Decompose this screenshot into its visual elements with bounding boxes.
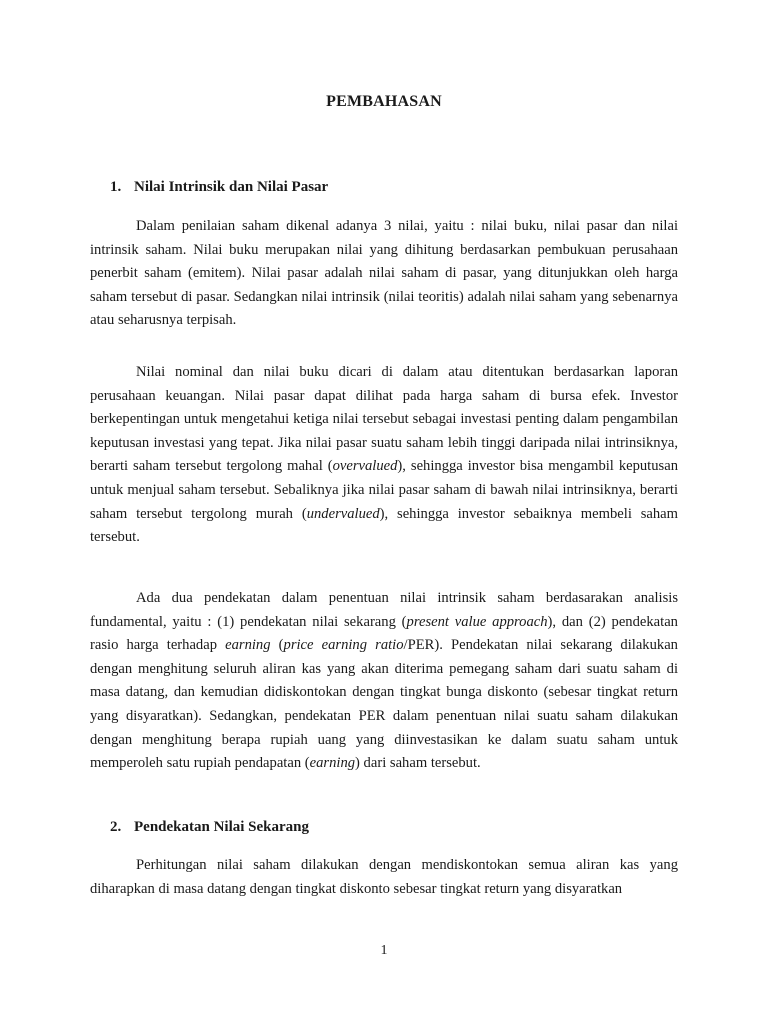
section-1-paragraph-3 <box>90 587 678 776</box>
paragraph-text: ) dari saham tersebut. <box>355 755 481 772</box>
paragraph-text: /PER). Pendekatan nilai sekarang dilakukan dengan menghitung seluruh aliran kas yang akan diterima pemegang saham dari suatu saham di masa datang, dan kemudian didiskontokan dengan tingkat bunga diskonto (sebesar tingkat return yang disyaratkan). Sedangkan, pendekatan PER dalam penentuan nilai suatu saham dilakukan dengan menghitung berapa rupiah uang yang diinvestasikan ke dalam suatu saham untuk memperoleh satu rupiah pendapatan ( <box>90 637 678 772</box>
section-2-heading <box>110 819 309 836</box>
italic-term: overvalued <box>332 458 398 475</box>
paragraph-text: ( <box>270 637 284 654</box>
paragraph-text: Nilai nominal dan nilai buku dicari di dalam atau ditentukan berdasarkan laporan perusahaan keuangan. Nilai pasar dapat dilihat pada harga saham di bursa efek. Investor berkepentingan untuk mengetahui ketiga nilai tersebut sebagai investasi penting dalam pengambilan keputusan investasi yang tepat. Jika nilai pasar suatu saham lebih tinggi daripada nilai intrinsiknya, berarti saham tersebut tergolong mahal ( <box>90 364 678 475</box>
italic-term: undervalued <box>306 505 380 522</box>
section-1-number: 1. <box>110 179 122 195</box>
section-1-paragraph-1 <box>90 215 678 333</box>
paragraph-text: Perhitungan nilai saham dilakukan dengan mendiskontokan semua aliran kas yang diharapkan di masa datang dengan tingkat diskonto sebesar tingkat return yang disyaratkan <box>90 857 678 897</box>
italic-term: price earning ratio <box>283 637 404 654</box>
section-1-paragraph-2 <box>90 361 678 550</box>
section-2-title: Pendekatan Nilai Sekarang <box>134 819 310 835</box>
section-1-title: Nilai Intrinsik dan Nilai Pasar <box>134 179 329 195</box>
italic-term: earning <box>309 755 356 772</box>
paragraph-text: ), dan (2) pendekatan rasio harga terhadap <box>90 613 678 654</box>
italic-term: present value approach <box>406 613 548 630</box>
paragraph-text: Dalam penilaian saham dikenal adanya 3 nilai, yaitu : nilai buku, nilai pasar dan nilai intrinsik saham. Nilai buku merupakan nilai yang dihitung berdasarkan pembukuan perusahaan penerbit saham (emitem). Nilai pasar adalah nilai saham di pasar, yang ditunjukkan oleh harga saham tersebut di pasar. Sedangkan nilai intrinsik (nilai teoritis) adalah nilai saham yang sebenarnya atau seharusnya terpisah. <box>90 218 678 329</box>
section-2-paragraph-1 <box>90 854 678 901</box>
italic-term: earning <box>225 637 271 654</box>
paragraph-text: ), sehingga investor bisa mengambil keputusan untuk menjual saham tersebut. Sebaliknya jika nilai pasar saham di bawah nilai intrinsiknya, berarti saham tersebut tergolong murah ( <box>90 458 678 522</box>
paragraph-text: ), sehingga investor sebaiknya membeli saham tersebut. <box>90 505 679 546</box>
section-1-heading <box>110 179 328 196</box>
page-number: 1 <box>380 943 388 958</box>
section-2-number: 2. <box>110 819 122 835</box>
paragraph-text: Ada dua pendekatan dalam penentuan nilai intrinsik saham berdasarakan analisis fundamental, yaitu : (1) pendekatan nilai sekarang ( <box>90 590 678 630</box>
page-title: PEMBAHASAN <box>326 93 442 110</box>
